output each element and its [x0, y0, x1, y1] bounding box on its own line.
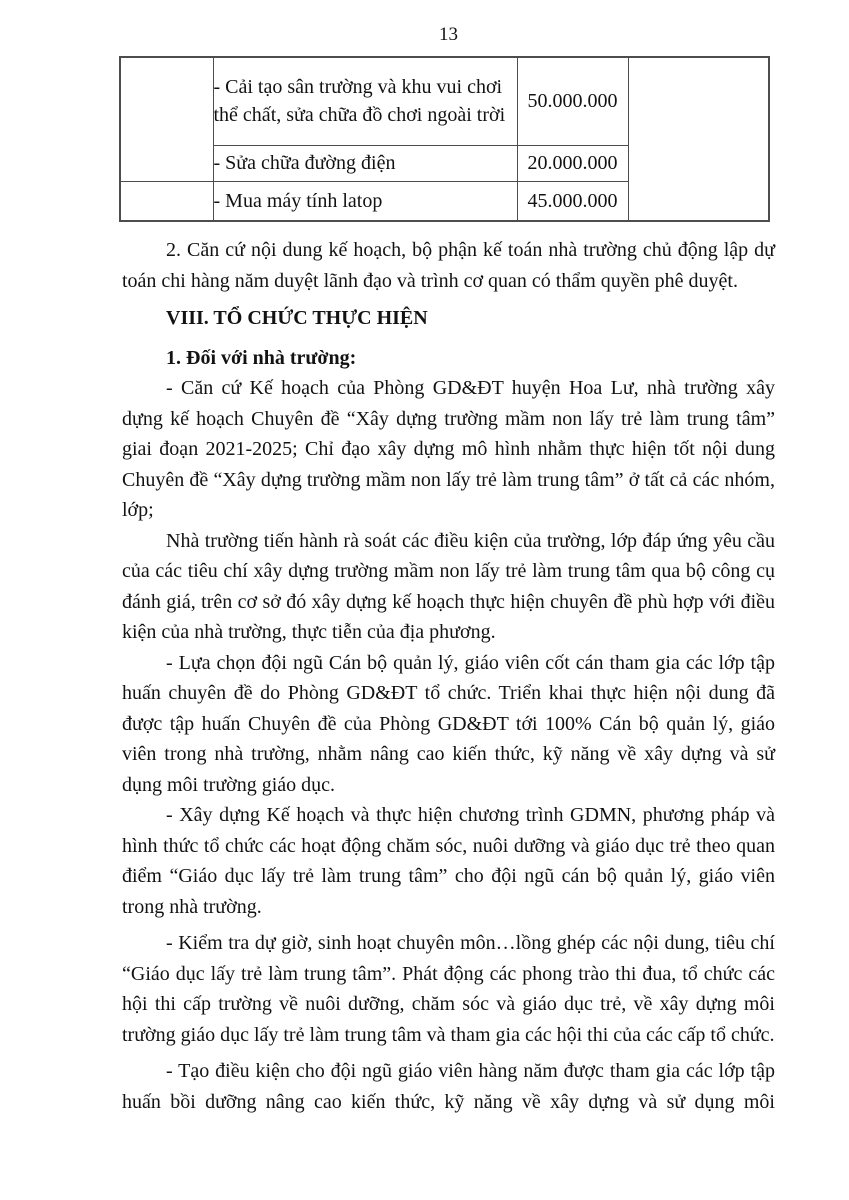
table-cell-amount: 20.000.000 [517, 145, 628, 181]
table-cell-empty-left [120, 181, 213, 221]
table-cell-empty-left [120, 57, 213, 181]
document-body [122, 235, 775, 1117]
paragraph-ra-soat: Nhà trường tiến hành rà soát các điều kiện của trường, lớp đáp ứng yêu cầu của các tiêu chí xây dựng trường mầm non lấy trẻ làm trung tâm qua bộ công cụ đánh giá, trên cơ sở đó xây dựng kế hoạch thực hiện chuyên đề phù hợp với điều kiện của nhà trường, thực tiễn của địa phương. [122, 529, 775, 643]
subsection-heading-1: 1. Đối với nhà trường: [166, 346, 357, 369]
table-cell-description: - Sửa chữa đường điện [213, 145, 517, 181]
table-cell-empty-right [628, 57, 769, 221]
table-cell-amount: 50.000.000 [517, 57, 628, 145]
table-cell-amount: 45.000.000 [517, 181, 628, 221]
paragraph-bullet-kiem-tra: - Kiểm tra dự giờ, sinh hoạt chuyên môn…lồng ghép các nội dung, tiêu chí “Giáo dục lấy trẻ làm trung tâm”. Phát động các phong trào thi đua, tổ chức các hội thi cấp trường về nuôi dưỡng, chăm sóc và giáo dục trẻ, về xây dựng môi trường giáo dục lấy trẻ làm trung tâm và tham gia các hội thi của các cấp tổ chức. [122, 932, 775, 1046]
table-cell-description: - Mua máy tính latop [213, 181, 517, 221]
paragraph-bullet-tao-dieu-kien: - Tạo điều kiện cho đội ngũ giáo viên hàng năm được tham gia các lớp tập huấn bồi dưỡng nâng cao kiến thức, kỹ năng về xây dựng và sử dụng môi [122, 1060, 775, 1113]
table-cell-description: - Cải tạo sân trường và khu vui chơi thể chất, sửa chữa đồ chơi ngoài trời [213, 57, 517, 145]
section-heading-viii: VIII. TỔ CHỨC THỰC HIỆN [166, 307, 428, 329]
paragraph-bullet-lua-chon: - Lựa chọn đội ngũ Cán bộ quản lý, giáo viên cốt cán tham gia các lớp tập huấn chuyên đề do Phòng GD&ĐT tổ chức. Triển khai thực hiện nội dung đã được tập huấn Chuyên đề của Phòng GD&ĐT tới 100% Cán bộ quản lý, giáo viên trong nhà trường, nhằm nâng cao kiến thức, kỹ năng về xây dựng và sử dụng môi trường giáo dục. [122, 651, 775, 796]
budget-table [119, 56, 770, 222]
paragraph-bullet-can-cu: - Căn cứ Kế hoạch của Phòng GD&ĐT huyện Hoa Lư, nhà trường xây dựng kế hoạch Chuyên đề “Xây dựng trường mầm non lấy trẻ làm trung tâm” giai đoạn 2021-2025; Chỉ đạo xây dựng mô hình nhằm thực hiện tốt nội dung Chuyên đề “Xây dựng trường mầm non lấy trẻ làm trung tâm” ở tất cả các nhóm, lớp; [122, 377, 775, 521]
paragraph-bullet-xay-dung: - Xây dựng Kế hoạch và thực hiện chương trình GDMN, phương pháp và hình thức tổ chức các hoạt động chăm sóc, nuôi dưỡng và giáo dục trẻ theo quan điểm “Giáo dục lấy trẻ làm trung tâm” cho đội ngũ cán bộ quản lý, giáo viên trong nhà trường. [122, 804, 775, 918]
table-row [120, 57, 769, 145]
page-number: 13 [439, 24, 458, 45]
paragraph-accounting: 2. Căn cứ nội dung kế hoạch, bộ phận kế toán nhà trường chủ động lập dự toán chi hàng năm duyệt lãnh đạo và trình cơ quan có thẩm quyền phê duyệt. [122, 239, 775, 292]
